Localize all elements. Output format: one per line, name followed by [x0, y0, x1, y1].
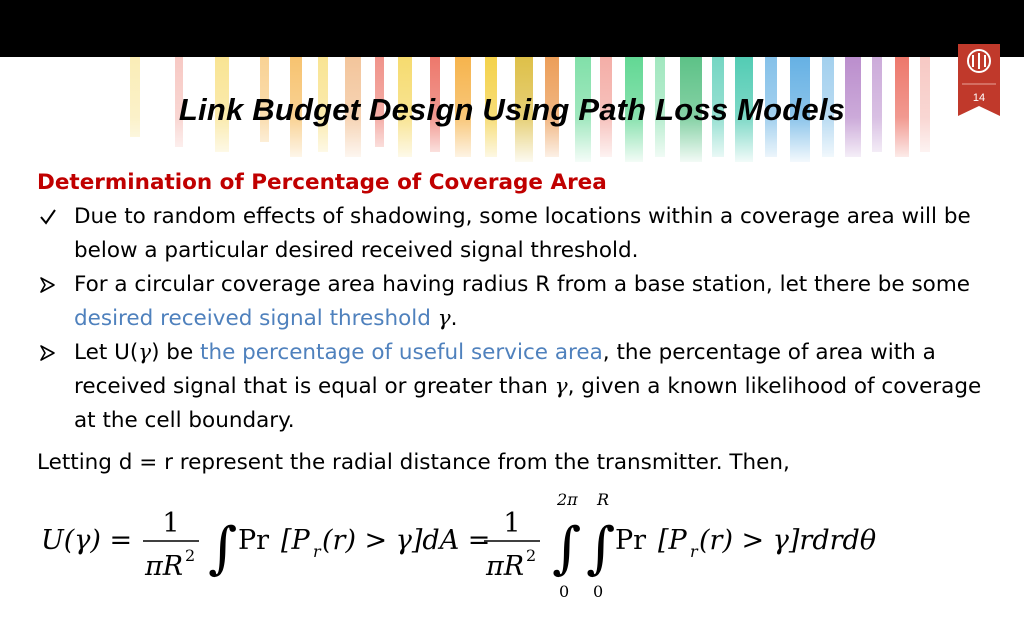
highlight-text: the percentage of useful service area — [200, 340, 603, 365]
integrand: (r) > γ]rdrdθ — [699, 525, 877, 556]
subscript: r — [313, 542, 321, 561]
checkmark-bullet-icon — [39, 200, 69, 245]
bullet-item — [37, 336, 987, 438]
slide-body — [37, 166, 987, 480]
section-heading: Determination of Percentage of Coverage Area — [37, 170, 607, 195]
page-number: 14 — [972, 92, 986, 104]
highlight-text: desired received signal threshold — [74, 306, 431, 331]
bullet-text: Let U( — [74, 340, 139, 365]
fraction-numerator: 1 — [503, 508, 521, 539]
coverage-equation — [37, 485, 937, 605]
arrowhead-bullet-icon — [39, 268, 69, 313]
slide-title: Link Budget Design Using Path Loss Models — [178, 92, 846, 127]
body-paragraph: Letting d = r represent the radial distance from the transmitter. Then, — [37, 450, 790, 475]
integral-sign: ∫ — [208, 516, 238, 581]
integrand: [P — [658, 525, 687, 556]
arrowhead-bullet-icon — [39, 336, 69, 381]
gamma-symbol: γ — [554, 374, 568, 399]
integrand: [P — [281, 525, 310, 556]
gamma-symbol: γ — [437, 306, 451, 331]
integral-sign: ∫ — [552, 516, 582, 581]
integrand: (r) > γ]dA = — [322, 525, 491, 556]
exponent: 2 — [185, 546, 196, 565]
bullet-text: ) be — [151, 340, 201, 365]
integral-lower-limit: 0 — [593, 582, 604, 601]
bullet-text: . — [450, 306, 458, 331]
integral-sign: ∫ — [586, 516, 616, 581]
integral-upper-limit: 2π — [557, 490, 578, 509]
bullet-text: , the percentage of area with a received signal that is equal or greater than — [74, 340, 936, 399]
subscript: r — [690, 542, 698, 561]
gamma-symbol: γ — [138, 340, 152, 365]
fraction-denominator: πR — [486, 551, 525, 582]
fraction-denominator: πR — [145, 551, 184, 582]
bullet-text: , given a known likelihood of coverage at the cell boundary. — [74, 374, 982, 433]
bullet-item — [37, 268, 987, 336]
fraction-numerator: 1 — [162, 508, 180, 539]
equation-lhs: U(γ) = — [41, 525, 133, 556]
bullet-item — [37, 200, 987, 268]
integral-lower-limit: 0 — [559, 582, 570, 601]
probability-operator: Pr — [238, 525, 270, 556]
integral-upper-limit: R — [597, 490, 610, 509]
bullet-text: For a circular coverage area having radius R from a base station, let there be some — [74, 272, 971, 297]
exponent: 2 — [526, 546, 537, 565]
probability-operator: Pr — [615, 525, 647, 556]
top-black-bar — [0, 0, 1024, 57]
bullet-text: Due to random effects of shadowing, some locations within a coverage area will be below a particular desired received signal threshold. — [74, 204, 971, 263]
